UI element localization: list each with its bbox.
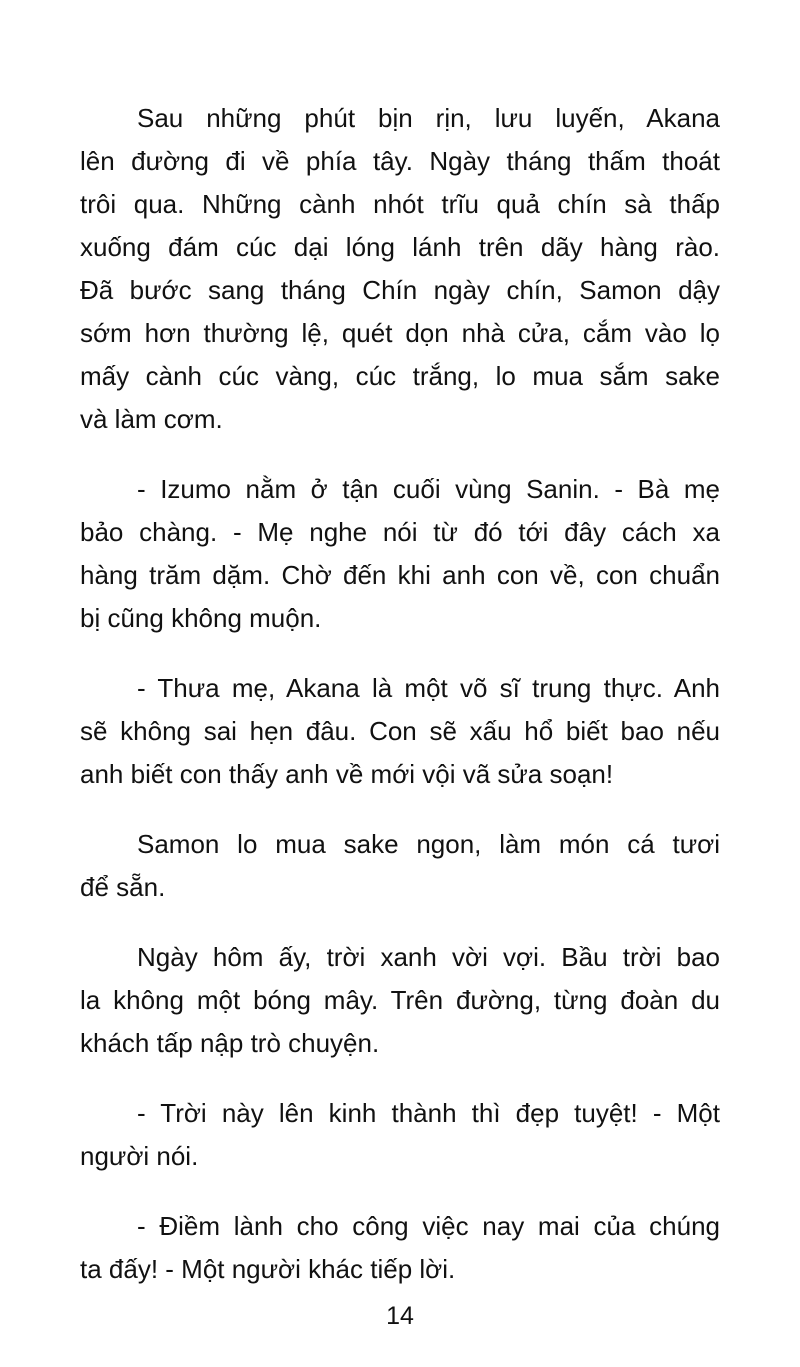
text-line: - Trời này lên kinh thành thì đẹp tuyệt! - Một — [137, 1098, 720, 1128]
paragraph — [80, 468, 720, 640]
paragraph — [80, 667, 720, 796]
text-line: hàng trăm dặm. Chờ đến khi anh con về, con chuẩn — [80, 560, 720, 590]
text-line: - Thưa mẹ, Akana là một võ sĩ trung thực. Anh — [137, 673, 720, 703]
text-line: Samon lo mua sake ngon, làm món cá tươi — [137, 829, 720, 859]
page-body — [80, 97, 720, 1318]
text-line: để sẵn. — [80, 872, 166, 902]
page-number: 14 — [386, 1302, 414, 1330]
text-line: Đã bước sang tháng Chín ngày chín, Samon dậy — [80, 275, 720, 305]
paragraph — [80, 823, 720, 909]
text-line: sẽ không sai hẹn đâu. Con sẽ xấu hổ biết bao nếu — [80, 716, 720, 746]
text-line: Ngày hôm ấy, trời xanh vời vợi. Bầu trời bao — [137, 942, 720, 972]
paragraph — [80, 936, 720, 1065]
text-line: la không một bóng mây. Trên đường, từng đoàn du — [80, 985, 720, 1015]
text-line: bị cũng không muộn. — [80, 603, 322, 633]
text-line: ta đấy! - Một người khác tiếp lời. — [80, 1254, 456, 1284]
text-line: người nói. — [80, 1141, 199, 1171]
text-line: mấy cành cúc vàng, cúc trắng, lo mua sắm sake — [80, 361, 720, 391]
text-line: bảo chàng. - Mẹ nghe nói từ đó tới đây cách xa — [80, 517, 720, 547]
text-line: sớm hơn thường lệ, quét dọn nhà cửa, cắm vào lọ — [80, 318, 720, 348]
paragraph — [80, 1092, 720, 1178]
text-line: - Điềm lành cho công việc nay mai của chúng — [137, 1211, 720, 1241]
text-line: xuống đám cúc dại lóng lánh trên dãy hàng rào. — [80, 232, 720, 262]
text-line: anh biết con thấy anh về mới vội vã sửa soạn! — [80, 759, 614, 789]
text-line: và làm cơm. — [80, 404, 223, 434]
text-line: khách tấp nập trò chuyện. — [80, 1028, 380, 1058]
paragraph — [80, 1205, 720, 1291]
paragraph — [80, 97, 720, 441]
text-line: lên đường đi về phía tây. Ngày tháng thấm thoát — [80, 146, 720, 176]
text-line: Sau những phút bịn rịn, lưu luyến, Akana — [137, 103, 720, 133]
text-line: trôi qua. Những cành nhót trĩu quả chín sà thấp — [80, 189, 720, 219]
text-line: - Izumo nằm ở tận cuối vùng Sanin. - Bà mẹ — [137, 474, 720, 504]
